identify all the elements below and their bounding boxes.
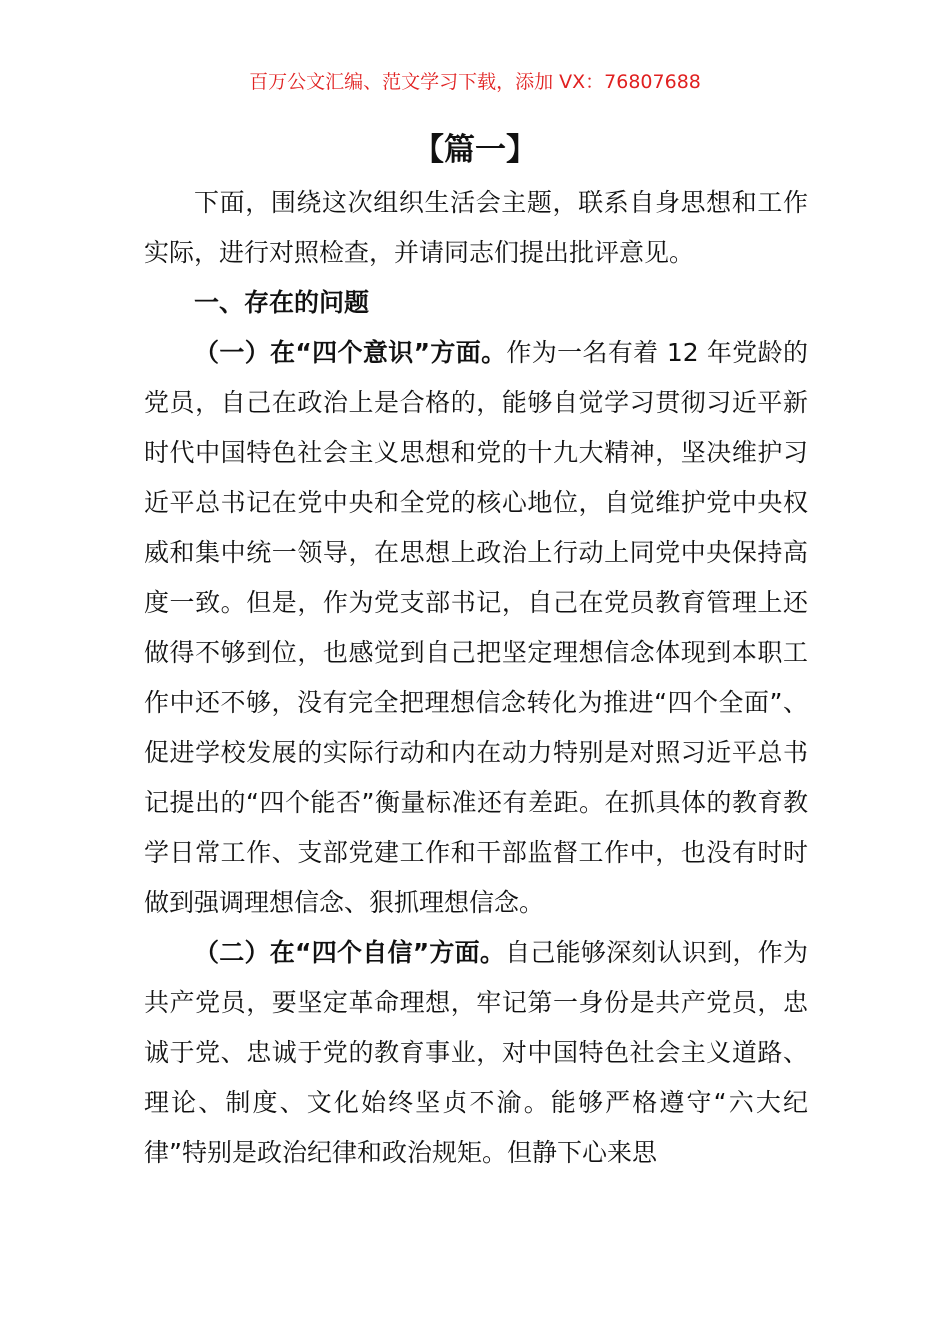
paragraph-item-1-text: 作为一名有着 12 年党龄的党员，自己在政治上是合格的，能够自觉学习贯彻习近平新时代中国特色社会主义思想和党的十九大精神，坚决维护习近平总书记在党中央和全党的核心地位，自觉维护党中央权威和集中统一领导，在思想上政治上行动上同党中央保持高度一致。但是，作为党支部书记，自己在党员教育管理上还做得不够到位，也感觉到自己把坚定理想信念体现到本职工作中还不够，没有完全把理想信念转化为推进“四个全面”、促进学校发展的实际行动和内在动力特别是对照习近平总书记提出的“四个能否”衡量标准还有差距。在抓具体的教育教学日常工作、支部党建工作和干部监督工作中，也没有时时做到强调理想信念、狠抓理想信念。: [144, 338, 808, 917]
paragraph-item-2-text: 自己能够深刻认识到，作为共产党员，要坚定革命理想，牢记第一身份是共产党员，忠诚于党、忠诚于党的教育事业，对中国特色社会主义道路、理论、制度、文化始终坚贞不渝。能够严格遵守“六大纪律”特别是政治纪律和政治规矩。但静下心来思: [144, 938, 808, 1167]
intro-paragraph: 下面，围绕这次组织生活会主题，联系自身思想和工作实际，进行对照检查，并请同志们提出批评意见。: [144, 188, 808, 267]
section-heading: 一、存在的问题: [194, 288, 370, 317]
page-title: 【篇一】: [413, 132, 537, 168]
header-note: 百万公文汇编、范文学习下载，添加 VX：76807688: [249, 71, 701, 93]
paragraph-item-2: [144, 928, 808, 1178]
document-body: [144, 178, 808, 1178]
paragraph-item-2-lead: （二）在“四个自信”方面。: [194, 938, 506, 967]
paragraph-item-1-lead: （一）在“四个意识”方面。: [194, 338, 507, 367]
paragraph-item-1: [144, 328, 808, 928]
